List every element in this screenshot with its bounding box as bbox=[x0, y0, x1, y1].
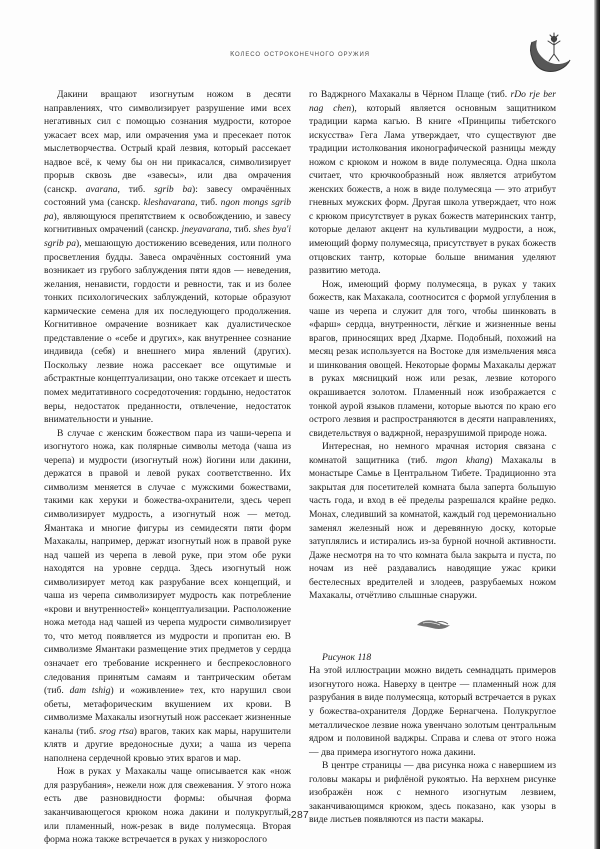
crescent-moon-with-deity-icon bbox=[526, 30, 578, 76]
figure-caption-title: Рисунок 118 bbox=[322, 651, 372, 663]
left-column bbox=[44, 88, 292, 846]
tibetan-term-sgrib-ba: sgrib ba bbox=[154, 183, 193, 195]
paragraph: В случае с женским божеством пара из чаши-черепа и изогнутого ножа, как полярные символы метода (чаша из черепа) и мудрости (изогнутый нож) йогини или дакини, держатся в правой и левой руках соответственно. Их символизм меняется в случае с мужскими божествами, такими как херуки и божества-охранители, здесь череп символизирует мудрость, а изогнутый нож — метод. Ямантака и многие фигуры из семидесяти пяти форм Махакалы, например, держат изогнутый нож в правой руке над чашей из черепа в левой руке, при этом обе руки находятся на уровне сердца. Здесь изогнутый нож символизирует метод как разрубание всех концепций, и чаша из черепа символизирует мудрость как потребление «крови и внутренностей» концептуализации. Расположение ножа метода над чашей из черепа мудрости символизирует то, что метод появляется из мудрости и пропитан ею. В символизме Ямантаки размещение этих предметов у сердца означает его требование искреннего и беспрекословного следования принятым самаям и тантрическим обетам (тиб. dam tshig) и «оживление» тех, кто нарушил свои обеты, метафорическим вкушением их крови. В символизме Махакалы изогнутый нож рассекает жизненные каналы (тиб. srog rtsa) врагов, таких как мары, нарушители клятв и другие вредоносные духи; а чаша из черепа наполнена сердечной кровью этих врагов и мар. bbox=[44, 427, 292, 764]
running-head: колесо остроконечного оружия bbox=[230, 48, 370, 59]
paragraph: Интересная, но немного мрачная история связана с комнатой защитника (тиб. mgon khang) Махакалы в монастыре Самье в Центральном Тибете. Традиционно эта закрытая для посетителей комната была заперта большую часть года, и вход в её пределы разрешался крайне редко. Монах, следивший за комнатой, каждый год церемониально заменял железный нож и деревянную доску, которые затуплялись и истирались из-за бурной ночной активности. Даже несмотря на то что комната была закрыта и пуста, по ночам из неё раздавались наводящие ужас крики бестелесных вредителей и злодеев, разрубаемых ножом Махакалы, отчётливо слышные снаружи. bbox=[309, 441, 556, 602]
tibetan-term-mgon-khang: mgon khang bbox=[436, 454, 490, 466]
right-column bbox=[309, 88, 557, 826]
paragraph: Дакини вращают изогнутым ножом в десяти направлениях, что символизирует разрушение ими всех негативных сил с помощью сознания мудрости, которое ужасает всех мар, или омрачения ума и пресекает поток мыслетворчества. Острый край лезвия, который рассекает надвое всё, к чему бы он ни прикасался, символизирует прорыв сквозь две «завесы», или два омрачения (санскр. avarana, тиб. sgrib ba): завесу омрачённых состояний ума (санскр. kleshavarana, тиб. ngon mongs sgrib pa), являющуюся препятствием к освобождению, и завесу когнитивных омрачений (санскр. jneyavarana, тиб. shes bya'i sgrib pa), мешающую достижению всеведения, или полного просветления будды. Завеса омрачённых состояний ума возникает из грубого заблуждения пяти ядов — неведения, желания, ненависти, гордости и ревности, так и из более тонких психологических заблуждений, которые образуют кармические семена для их последующего продолжения. Когнитивное омрачение возникает как дуалистическое представление о «себе и других», как внутреннее сознание индивида (себя) и внешнего мира явлений (других). Поскольку лезвие ножа рассекает все ощутимые и абстрактные концептуализации, оно также отсекает и шесть помех медитативного сосредоточения: гордыню, недостаток веры, недостаток преданности, отвлечение, недостаток внимательности и уныние. bbox=[44, 89, 291, 426]
tibetan-term-ngon-mongs: ngon mongs sgrib pa bbox=[44, 197, 291, 222]
paragraph: го Ваджрного Махакалы в Чёрном Плаще (тиб. rDo rje ber nag chen), который является основным защитником традиции карма кагью. В книге «Принципы тибетского искусства» Гега Лама утверждает, что существуют две традиции истолкования иконографической разницы между ножом с крюком и ножом в виде полумесяца. Одна школа считает, что крючкообразный нож является атрибутом женских божеств, а нож в виде полумесяца — это атрибут гневных мужских форм. Другая школа утверждает, что нож с крюком присутствует в руках божеств материнских тантр, которые делают акцент на культивации мудрости, а нож, имеющий форму полумесяца, присутствует в руках божеств отцовских тантр, которые больше внимания уделяют развитию метода. bbox=[309, 89, 557, 277]
tibetan-term-dam-tshig: dam tshig bbox=[69, 685, 111, 697]
tibetan-term-srog-rtsa: srog rtsa bbox=[99, 725, 134, 737]
figure-caption-paragraph: На этой иллюстрации можно видеть семнадцать примеров изогнутого ножа. Наверху в центре — пламенный нож для разрубания в виде полумесяца, который встречается в руках у божества-охранителя Дордже Бернагчена. Полукруглое металлическое лезвие ножа увенчано золотым центральным ядром и половиной ваджры. Справа и слева от этого ножа — два примера изогнутого ножа дакини. bbox=[309, 665, 556, 758]
sanskrit-term-jneyavarana: jneyavarana bbox=[181, 224, 230, 236]
tibetan-term-shes-byai: shes bya'i sgrib pa bbox=[44, 224, 291, 250]
scan-edge bbox=[594, 0, 600, 849]
sanskrit-term-avarana: avarana bbox=[85, 183, 118, 195]
curved-knife-ornament-icon bbox=[309, 617, 556, 635]
paragraph: Нож, имеющий форму полумесяца, в руках у таких божеств, как Махакала, соотносится с формой углубления в чаше из черепа и служит для того, чтобы шинковать в «фарш» сердца, внутренности, лёгкие и жизненные вены врагов, приносящих вред Дхарме. Подобный, похожий на месяц резак используется на Востоке для измельчения мяса и шинкования овощей. Некоторые формы Махакалы держат в руках мясницкий нож или резак, лезвие которого окрашивается золотом. Пламенный нож изображается с тонкой аурой языков пламени, которые вьются по краю его острого лезвия и распространяются в десяти направлениях, свидетельствуя о ваджрной, неразрушимой природе ножа. bbox=[309, 278, 556, 439]
paragraph: Нож в руках у Махакалы чаще описывается как «нож для разрубания», нежели нож для свежевания. У этого ножа есть две разновидности формы: обычная форма заканчивающегося крюком ножа дакини и полукруглый, или пламенный, нож-резак в виде полумесяца. Вторая форма ножа также встречается в руках у низкорослого bbox=[44, 766, 291, 846]
figure-caption-paragraph: В центре страницы — два рисунка ножа с навершием из головы макары и рифлёной рукоятью. На верхнем рисунке изображён нож с немного изогнутым лезвием, заканчивающимся крюком, здесь показано, как узоры в виде листьев появляются из пасти макары. bbox=[309, 760, 556, 826]
tibetan-term-rdo-rje-ber-nag-chen: rDo rje ber nag chen bbox=[309, 89, 556, 114]
page-number: 287 bbox=[290, 810, 310, 821]
sanskrit-term-kleshavarana: kleshavarana bbox=[143, 197, 196, 209]
